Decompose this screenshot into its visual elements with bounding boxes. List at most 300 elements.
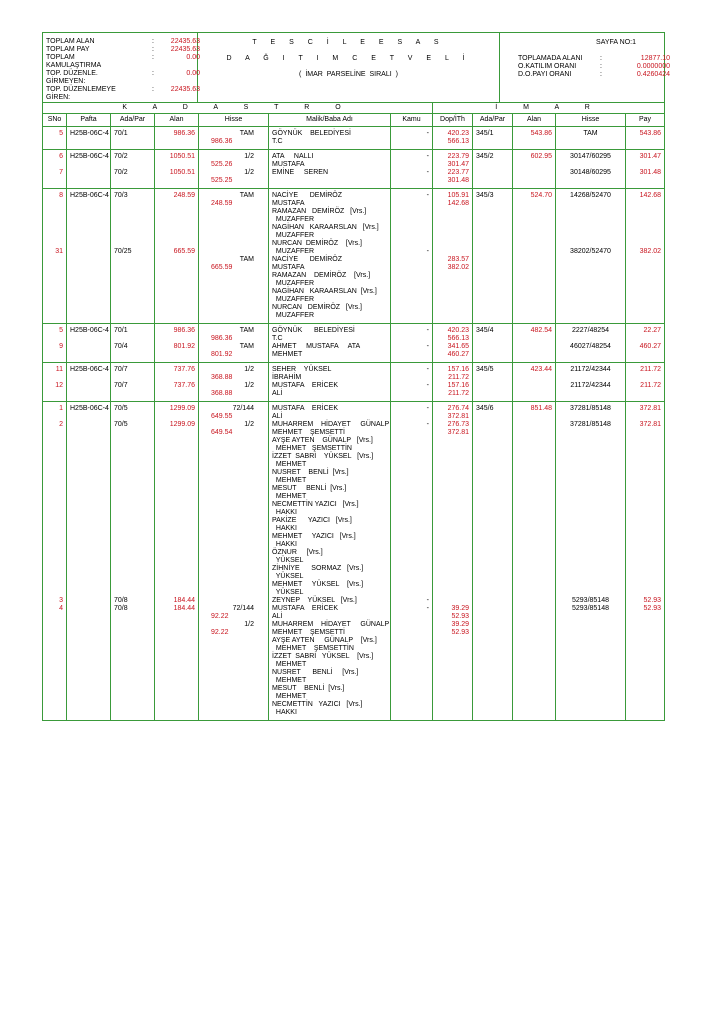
alan: 737.76	[173, 382, 195, 389]
pay-stack	[626, 366, 664, 390]
cell	[556, 150, 626, 189]
colon: :	[600, 55, 602, 62]
ada-par: 70/1	[114, 130, 128, 137]
malik: NURCAN DEMİRÖZ [Vrs.]	[272, 240, 362, 247]
cell	[473, 127, 513, 150]
sno-stack	[43, 597, 66, 613]
hisse: 92.22	[211, 629, 229, 636]
cell	[199, 402, 269, 721]
hisse: 525.25	[211, 177, 233, 184]
hisse: TAM	[239, 130, 254, 137]
alan-stack	[155, 597, 198, 613]
pafta: H25B-06C-4	[70, 405, 109, 412]
sno: 5	[59, 327, 63, 334]
malik: MEHMET	[272, 461, 307, 468]
ada-par: 70/5	[114, 405, 128, 412]
sno: 3	[59, 597, 63, 604]
ada-par	[114, 374, 154, 382]
pay	[626, 413, 661, 421]
malik: AYŞE AYTEN GÜNALP [Vrs.]	[272, 437, 373, 444]
imar-hisse: 21172/42344	[570, 382, 611, 389]
malik: MUZAFFER	[272, 216, 314, 223]
malik: ALİ	[272, 613, 283, 620]
dop: 460.27	[447, 351, 469, 358]
dop: 566.13	[447, 138, 469, 145]
sno-stack	[43, 153, 66, 177]
alan	[155, 161, 195, 169]
alan: 1050.51	[169, 169, 195, 176]
malik: MUSTAFA	[272, 161, 305, 168]
sno: 9	[59, 343, 63, 350]
spacer	[116, 38, 152, 46]
pay-stack	[626, 153, 664, 177]
imar-hisse: 37281/85148	[570, 421, 611, 428]
total-label: TOPLAM PAY	[46, 46, 90, 53]
ada-par-stack	[111, 405, 154, 429]
ada-par-stack	[111, 327, 154, 351]
malik: MESUT BENLİ [Vrs.]	[272, 485, 347, 492]
cell	[43, 363, 67, 402]
hisse: 986.36	[211, 335, 233, 342]
cell	[473, 402, 513, 721]
cell	[473, 150, 513, 189]
dop: 420.23	[447, 327, 469, 334]
cell	[513, 150, 556, 189]
dop-stack	[433, 405, 472, 437]
pay: 211.72	[640, 366, 662, 373]
alan	[155, 413, 195, 421]
dop: 372.81	[447, 429, 469, 436]
column-header: Ada/Par	[473, 114, 513, 127]
kamu: -	[426, 343, 429, 350]
dop-stack	[433, 327, 472, 359]
cell	[513, 127, 556, 150]
dop: 211.72	[448, 390, 469, 397]
alan: 184.44	[173, 605, 195, 612]
imar-ada-par: 345/5	[476, 366, 494, 373]
dop: 301.47	[447, 161, 469, 168]
hisse: TAM	[239, 192, 254, 199]
malik: MUZAFFER	[272, 232, 314, 239]
cell	[111, 127, 155, 150]
cell	[43, 150, 67, 189]
ada-par: 70/3	[114, 192, 128, 199]
colon: :	[152, 38, 154, 45]
malik: ZEYNEP YÜKSEL [Vrs.]	[272, 597, 357, 604]
malik: MEHMET	[272, 351, 303, 358]
kamu-stack	[391, 153, 432, 177]
dop: 105.91	[447, 192, 469, 199]
malik: NACİYE DEMİRÖZ	[272, 256, 343, 263]
alan: 1299.09	[169, 405, 195, 412]
cell	[626, 150, 665, 189]
malik: İZZET SABRİ YÜKSEL [Vrs.]	[272, 653, 374, 660]
hisse-stack	[199, 405, 268, 437]
malik: MEHMET	[272, 477, 307, 484]
cell	[391, 324, 433, 363]
dop: 157.16	[447, 382, 469, 389]
alan: 801.92	[173, 343, 195, 350]
cell	[556, 363, 626, 402]
imar-hisse: 37281/85148	[570, 405, 611, 412]
pay: 211.72	[640, 382, 662, 389]
cell	[111, 150, 155, 189]
malik: T.C	[272, 335, 283, 342]
cell	[391, 127, 433, 150]
column-header: Malik/Baba Adı	[269, 114, 391, 127]
imar-alan: 543.86	[530, 130, 552, 137]
malik: GÖYNÜK BELEDİYESİ	[272, 327, 355, 334]
kamu: -	[426, 327, 429, 334]
alan: 986.36	[173, 130, 195, 137]
column-header: Alan	[155, 114, 199, 127]
sno: 1	[59, 405, 63, 412]
ratio-label: D.O.PAYI ORANI	[518, 71, 572, 78]
cell	[433, 324, 473, 363]
dop-stack	[433, 605, 472, 637]
kamu: -	[426, 153, 429, 160]
data-row	[43, 189, 665, 324]
malik: YÜKSEL	[272, 557, 304, 564]
dop: 301.48	[447, 177, 469, 184]
ada-par-stack	[111, 192, 154, 200]
imar-hisse: 30148/60295	[570, 169, 611, 176]
malik: NAGİHAN KARAARSLAN [Vrs.]	[272, 288, 377, 295]
imar-hisse: 2227/48254	[572, 327, 609, 334]
imar-hisse: 5293/85148	[572, 605, 609, 612]
cell	[43, 127, 67, 150]
right-block	[500, 33, 670, 103]
hisse: 72/144	[232, 605, 254, 612]
malik-stack	[269, 405, 390, 605]
cell	[155, 402, 199, 721]
pay: 543.86	[639, 130, 662, 137]
total-value: 22435.63	[170, 46, 200, 53]
pay: 52.93	[643, 605, 662, 612]
pay: 52.93	[643, 597, 662, 604]
hisse-stack	[199, 256, 268, 272]
pay: 301.48	[639, 169, 662, 176]
total-value: 0.00	[186, 70, 200, 77]
cell	[626, 324, 665, 363]
malik: MUZAFFER	[272, 312, 314, 319]
malik: MEHMET ŞEMSETTİ	[272, 629, 345, 636]
kamu: -	[426, 597, 429, 604]
malik: İZZET SABRİ YÜKSEL [Vrs.]	[272, 453, 374, 460]
malik: MUZAFFER	[272, 280, 314, 287]
malik-stack	[269, 605, 390, 717]
malik-stack	[269, 192, 390, 256]
imar-ada-par: 345/1	[476, 130, 494, 137]
pafta: H25B-06C-4	[70, 327, 109, 334]
dop: 157.16	[447, 366, 469, 373]
alan-stack	[155, 366, 198, 390]
dop: 39.29	[451, 605, 469, 612]
malik: NACİYE DEMİRÖZ	[272, 192, 343, 199]
cell	[556, 189, 626, 324]
malik: MEHMET YÜKSEL [Vrs.]	[272, 581, 364, 588]
imar-hisse: TAM	[583, 130, 598, 137]
ratio-label: TOPLAMADA ALANI	[518, 55, 583, 62]
total-label: TOP. DÜZENLEMEYE GİREN:	[46, 86, 116, 101]
document	[42, 32, 670, 721]
ada-par	[114, 161, 154, 169]
malik: PAKİZE YAZICI [Vrs.]	[272, 517, 352, 524]
sno: 2	[59, 421, 63, 428]
imar-hisse-stack	[556, 130, 625, 138]
sno-stack	[43, 405, 66, 429]
sno-stack	[43, 366, 66, 390]
malik-stack	[269, 366, 390, 398]
malik: YÜKSEL	[272, 573, 304, 580]
ada-par	[114, 413, 154, 421]
ada-par-stack	[111, 153, 154, 177]
malik: MUSTAFA	[272, 264, 305, 271]
cell	[269, 150, 391, 189]
column-header: Pafta	[67, 114, 111, 127]
hisse-stack	[199, 130, 268, 146]
imar-alan: 423.44	[530, 366, 552, 373]
malik: GÖYNÜK BELEDİYESİ	[272, 130, 351, 137]
imar-hisse-stack	[556, 366, 625, 390]
cell	[269, 363, 391, 402]
imar-hisse: 21172/42344	[570, 366, 611, 373]
cell	[269, 324, 391, 363]
ada-par: 70/8	[114, 605, 128, 612]
sno: 4	[59, 605, 63, 612]
hisse-stack	[199, 153, 268, 185]
malik: MEHMET	[272, 493, 307, 500]
cell	[43, 324, 67, 363]
hisse-stack	[199, 366, 268, 398]
malik: HAKKI	[272, 709, 297, 716]
kamu	[391, 374, 429, 382]
malik: MESUT BENLİ [Vrs.]	[272, 685, 345, 692]
kamu-stack	[391, 327, 432, 351]
cell	[391, 189, 433, 324]
cell	[433, 150, 473, 189]
kamu-stack	[391, 192, 432, 200]
hisse: 649.55	[211, 413, 233, 420]
kamu: -	[426, 248, 429, 255]
malik: ÖZNUR [Vrs.]	[272, 549, 323, 556]
malik-stack	[269, 327, 390, 359]
ada-par: 70/7	[114, 382, 128, 389]
pay: 142.68	[639, 192, 662, 199]
cell	[433, 363, 473, 402]
kadastro-band: K A D A S T R O	[43, 103, 433, 114]
malik: NECMETTİN YAZICI [Vrs.]	[272, 501, 359, 508]
sno	[43, 335, 63, 343]
sno-stack	[43, 327, 66, 351]
title-line-2: D A Ğ I T I M C E T V E L İ	[226, 55, 471, 62]
malik: ALİ	[272, 413, 283, 420]
dop: 52.93	[451, 629, 469, 636]
malik: NAGİHAN KARAARSLAN [Vrs.]	[272, 224, 379, 231]
malik: NUSRET BENLİ [Vrs.]	[272, 669, 359, 676]
pay-stack	[626, 597, 664, 613]
ada-par: 70/5	[114, 421, 128, 428]
data-row	[43, 127, 665, 150]
hisse: TAM	[239, 256, 254, 263]
sno: 6	[59, 153, 63, 160]
alan: 248.59	[173, 192, 195, 199]
column-header: Hisse	[556, 114, 626, 127]
alan	[155, 335, 195, 343]
imar-hisse-stack	[556, 405, 625, 429]
cell	[155, 127, 199, 150]
cell	[199, 324, 269, 363]
kamu	[391, 413, 429, 421]
malik: AHMET MUSTAFA ATA	[272, 343, 361, 350]
malik: MEHMET ŞEMSETTİ	[272, 429, 345, 436]
pafta: H25B-06C-4	[70, 192, 109, 199]
title-line-3: ( İMAR PARSELİNE SIRALI )	[299, 71, 398, 78]
kamu: -	[426, 130, 429, 137]
imar-hisse	[556, 413, 625, 421]
cell	[111, 402, 155, 721]
kamu: -	[426, 192, 429, 199]
hisse: 1/2	[244, 421, 254, 428]
kamu: -	[426, 366, 429, 373]
imar-hisse-stack	[556, 597, 625, 613]
cell	[513, 402, 556, 721]
kamu	[391, 161, 429, 169]
spacer	[116, 46, 152, 54]
colon: :	[152, 54, 154, 61]
cell	[67, 189, 111, 324]
malik: T.C	[272, 138, 283, 145]
page-number: SAYFA NO:1	[596, 39, 636, 46]
alan: 665.59	[173, 248, 195, 255]
kamu-stack	[391, 366, 432, 390]
cell	[155, 324, 199, 363]
cell	[391, 402, 433, 721]
sno: 7	[59, 169, 63, 176]
hisse-stack	[199, 192, 268, 208]
hisse: 72/144	[232, 405, 254, 412]
title-line-1: T E S C İ L E E S A S	[252, 39, 445, 46]
pay-stack	[626, 130, 664, 138]
malik: MEHMET ŞEMSETTİN	[272, 645, 354, 652]
malik: MEHMET ŞEMSETTİN	[272, 445, 352, 452]
imar-hisse: 38202/52470	[570, 248, 611, 255]
malik: MEHMET	[272, 661, 307, 668]
ada-par: 70/1	[114, 327, 128, 334]
cell	[391, 363, 433, 402]
dop: 223.79	[447, 153, 469, 160]
malik: NURCAN DEMİRÖZ [Vrs.]	[272, 304, 362, 311]
cell	[626, 363, 665, 402]
data-row	[43, 150, 665, 189]
imar-ada-par: 345/2	[476, 153, 494, 160]
cell	[43, 402, 67, 721]
cell	[473, 363, 513, 402]
pay-stack	[626, 192, 664, 200]
kamu: -	[426, 169, 429, 176]
malik: MUZAFFER	[272, 248, 314, 255]
hisse: 649.54	[211, 429, 233, 436]
kamu: -	[426, 605, 429, 612]
hisse: 92.22	[211, 613, 229, 620]
alan-stack	[155, 153, 198, 177]
kamu: -	[426, 405, 429, 412]
pay: 372.81	[639, 405, 662, 412]
malik: MUZAFFER	[272, 296, 314, 303]
sno: 31	[55, 248, 63, 255]
malik: MEHMET YAZICI [Vrs.]	[272, 533, 356, 540]
cell	[626, 189, 665, 324]
header-table	[42, 32, 670, 103]
cell	[433, 189, 473, 324]
cell	[67, 324, 111, 363]
column-header: Pay	[626, 114, 665, 127]
malik: HAKKI	[272, 509, 297, 516]
sno-stack	[43, 130, 66, 138]
cell	[626, 127, 665, 150]
dop-stack	[433, 256, 472, 272]
data-row	[43, 363, 665, 402]
imar-hisse	[556, 374, 625, 382]
cell	[391, 150, 433, 189]
hisse: 368.88	[211, 390, 233, 397]
kamu: -	[426, 382, 429, 389]
column-header: SNo	[43, 114, 67, 127]
cell	[269, 189, 391, 324]
cell	[513, 324, 556, 363]
cell	[67, 402, 111, 721]
pay	[626, 374, 661, 382]
alan-stack	[155, 327, 198, 351]
hisse: 665.59	[211, 264, 233, 271]
ratio-value: 0.0000000	[636, 63, 670, 70]
imar-alan: 524.70	[530, 192, 552, 199]
totals-block	[43, 33, 198, 103]
malik-stack	[269, 153, 390, 177]
imar-hisse: 5293/85148	[572, 597, 609, 604]
hisse: 1/2	[244, 169, 254, 176]
imar-alan: 851.48	[530, 405, 552, 412]
ada-par: 70/8	[114, 597, 128, 604]
pafta: H25B-06C-4	[70, 130, 109, 137]
sno: 5	[59, 130, 63, 137]
dop: 276.74	[447, 405, 469, 412]
malik: MUSTAFA ERİCEK	[272, 382, 338, 389]
cell	[67, 127, 111, 150]
hisse: TAM	[239, 343, 254, 350]
pay	[626, 161, 661, 169]
imar-ada-par: 345/3	[476, 192, 494, 199]
sno: 11	[55, 366, 63, 373]
alan-stack	[155, 130, 198, 138]
dop: 420.23	[447, 130, 469, 137]
cell	[155, 363, 199, 402]
total-label: TOP. DÜZENLE. GİRMEYEN:	[46, 70, 98, 85]
cell	[199, 363, 269, 402]
pay-stack	[626, 327, 664, 351]
malik: AYŞE AYTEN GÜNALP [Vrs.]	[272, 637, 377, 644]
malik: MEHMET	[272, 693, 307, 700]
kamu-stack	[391, 130, 432, 138]
hisse: 986.36	[211, 138, 233, 145]
imar-hisse-stack	[556, 327, 625, 351]
cell	[111, 189, 155, 324]
hisse: TAM	[239, 327, 254, 334]
ada-par-stack	[111, 130, 154, 138]
ada-par: 70/7	[114, 366, 128, 373]
hisse: 1/2	[244, 366, 254, 373]
column-header: Hisse	[199, 114, 269, 127]
